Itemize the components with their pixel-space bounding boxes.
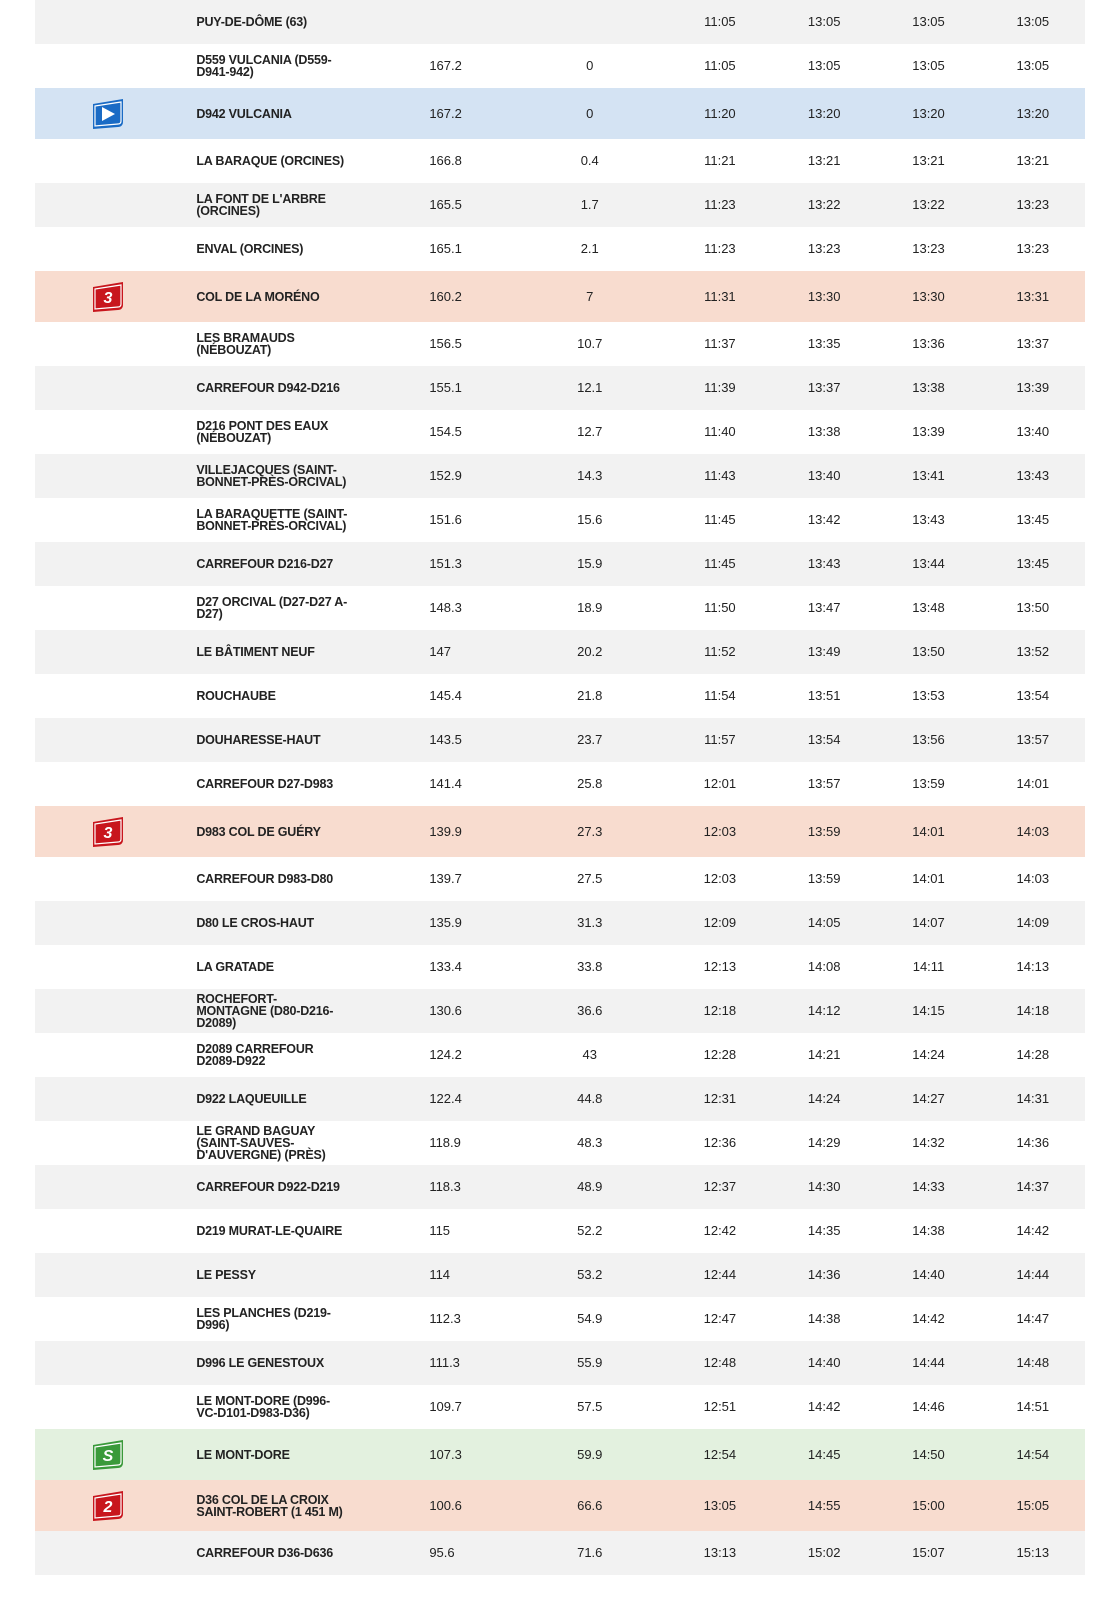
table-row	[35, 0, 1085, 44]
location-name: LA GRATADE	[196, 960, 274, 974]
km-done: 10.7	[577, 336, 603, 351]
location-name: ROUCHAUBE	[196, 689, 276, 703]
time-schedule-1: 11:21	[704, 153, 736, 168]
km-remaining: 109.7	[429, 1399, 462, 1414]
time-schedule-3: 13:30	[912, 288, 945, 304]
table-row	[35, 674, 1085, 718]
table-row	[35, 1077, 1085, 1121]
time-schedule-4: 14:36	[1016, 1135, 1050, 1150]
time-schedule-2: 13:35	[807, 336, 841, 351]
location-name: D216 PONT DES EAUX (NÉBOUZAT)	[196, 419, 329, 445]
location-name: LE BÂTIMENT NEUF	[196, 645, 315, 659]
location-name: D996 LE GENESTOUX	[196, 1356, 324, 1370]
km-done: 12.1	[577, 380, 603, 395]
time-schedule-2: 13:51	[807, 688, 841, 703]
time-schedule-1: 12:13	[703, 959, 737, 974]
time-schedule-3: 15:00	[912, 1497, 945, 1513]
km-done: 36.6	[577, 1003, 603, 1018]
time-schedule-3: 14:24	[912, 1047, 945, 1062]
time-schedule-3: 13:44	[912, 556, 945, 571]
table-row	[35, 806, 1085, 857]
km-done: 57.5	[577, 1399, 603, 1414]
location-name: D219 MURAT-LE-QUAIRE	[196, 1224, 343, 1238]
location-name: ROCHEFORT-MONTAGNE (D80-D216-D2089)	[196, 992, 334, 1030]
km-remaining: 95.6	[429, 1545, 455, 1560]
time-schedule-1: 12:37	[703, 1179, 737, 1194]
time-schedule-3: 13:50	[912, 644, 945, 659]
km-done: 0	[586, 58, 594, 73]
time-schedule-1: 11:23	[704, 197, 736, 212]
time-schedule-3: 14:40	[912, 1267, 945, 1282]
km-remaining: 100.6	[429, 1497, 462, 1513]
time-schedule-4: 13:20	[1016, 105, 1050, 121]
time-schedule-4: 13:57	[1016, 732, 1050, 747]
time-schedule-4: 14:28	[1016, 1047, 1050, 1062]
time-schedule-4: 14:03	[1016, 823, 1050, 839]
time-schedule-1: 11:23	[704, 241, 736, 256]
table-row	[35, 183, 1085, 227]
table-row	[35, 1253, 1085, 1297]
sprint-icon	[91, 1439, 125, 1471]
km-done: 33.8	[577, 959, 603, 974]
time-schedule-2: 13:54	[807, 732, 841, 747]
km-done: 66.6	[577, 1497, 603, 1513]
km-done: 20.2	[577, 644, 603, 659]
km-remaining: 167.2	[429, 58, 462, 73]
badge-label: 3	[103, 289, 113, 307]
km-remaining: 166.8	[429, 153, 462, 168]
time-schedule-3: 14:50	[912, 1446, 945, 1462]
time-schedule-2: 14:08	[807, 959, 841, 974]
location-name: LA FONT DE L'ARBRE (ORCINES)	[196, 192, 326, 218]
time-schedule-4: 13:45	[1016, 512, 1050, 527]
climb-cat-2-icon	[91, 1490, 125, 1522]
time-schedule-3: 13:36	[912, 336, 945, 351]
table-row	[35, 1341, 1085, 1385]
climb-cat-3-icon	[91, 281, 125, 313]
time-schedule-2: 13:57	[807, 776, 841, 791]
table-row	[35, 88, 1085, 139]
time-schedule-4: 13:23	[1016, 241, 1050, 256]
km-done: 18.9	[577, 600, 603, 615]
time-schedule-4: 14:42	[1016, 1223, 1050, 1238]
time-schedule-2: 14:36	[807, 1267, 841, 1282]
time-schedule-1: 11:05	[704, 14, 736, 29]
time-schedule-4: 13:21	[1016, 153, 1050, 168]
time-schedule-4: 15:13	[1016, 1545, 1050, 1560]
location-name: CARREFOUR D36-D636	[196, 1546, 334, 1560]
km-done: 71.6	[577, 1545, 603, 1560]
km-remaining: 152.9	[429, 468, 462, 483]
table-row	[35, 630, 1085, 674]
table-row	[35, 857, 1085, 901]
table-row	[35, 1531, 1085, 1575]
km-done: 12.7	[577, 424, 603, 439]
km-remaining: 107.3	[429, 1446, 462, 1462]
row-icon-cell	[35, 1490, 196, 1522]
time-schedule-3: 14:07	[912, 915, 945, 930]
table-row	[35, 1033, 1085, 1077]
table-row	[35, 454, 1085, 498]
time-schedule-2: 14:35	[807, 1223, 841, 1238]
location-name: LA BARAQUE (ORCINES)	[196, 154, 344, 168]
time-schedule-3: 14:27	[912, 1091, 945, 1106]
time-schedule-3: 14:33	[912, 1179, 945, 1194]
km-remaining: 139.7	[429, 871, 462, 886]
table-row	[35, 366, 1085, 410]
time-schedule-2: 13:40	[807, 468, 841, 483]
time-schedule-1: 11:39	[704, 380, 736, 395]
time-schedule-1: 11:57	[704, 732, 736, 747]
route-timetable	[35, 0, 1085, 1575]
location-name: D36 COL DE LA CROIX SAINT-ROBERT (1 451 M)	[196, 1492, 343, 1519]
start-flag-icon	[91, 98, 125, 130]
time-schedule-2: 14:24	[807, 1091, 841, 1106]
table-row	[35, 989, 1085, 1033]
time-schedule-3: 13:43	[912, 512, 945, 527]
badge-label: 3	[103, 824, 113, 842]
time-schedule-2: 13:49	[807, 644, 841, 659]
row-icon-cell	[35, 281, 196, 313]
km-remaining: 165.1	[429, 241, 462, 256]
time-schedule-3: 13:41	[912, 468, 945, 483]
km-done: 31.3	[577, 915, 603, 930]
table-row	[35, 1480, 1085, 1531]
location-name: PUY-DE-DÔME (63)	[196, 15, 308, 29]
km-done: 21.8	[577, 688, 603, 703]
time-schedule-4: 14:47	[1016, 1311, 1050, 1326]
time-schedule-2: 15:02	[807, 1545, 841, 1560]
time-schedule-3: 14:46	[912, 1399, 945, 1414]
time-schedule-1: 11:05	[704, 58, 736, 73]
time-schedule-3: 13:48	[912, 600, 945, 615]
time-schedule-2: 13:42	[807, 512, 841, 527]
km-done: 15.9	[577, 556, 603, 571]
time-schedule-2: 14:45	[807, 1446, 841, 1462]
table-row	[35, 410, 1085, 454]
time-schedule-4: 14:01	[1016, 776, 1050, 791]
km-remaining: 145.4	[429, 688, 462, 703]
table-row	[35, 1297, 1085, 1341]
km-done: 53.2	[577, 1267, 603, 1282]
km-remaining: 112.3	[429, 1311, 461, 1326]
km-remaining: 160.2	[429, 288, 462, 304]
table-row	[35, 1429, 1085, 1480]
location-name: D27 ORCIVAL (D27-D27 A-D27)	[196, 595, 348, 621]
km-done: 15.6	[577, 512, 603, 527]
km-done: 0.4	[580, 153, 599, 168]
time-schedule-3: 13:20	[912, 105, 945, 121]
time-schedule-1: 11:50	[704, 600, 736, 615]
km-done: 0	[586, 105, 594, 121]
km-done: 1.7	[580, 197, 599, 212]
time-schedule-2: 14:30	[807, 1179, 841, 1194]
location-name: D80 LE CROS-HAUT	[196, 916, 314, 930]
location-name: CARREFOUR D983-D80	[196, 872, 334, 886]
time-schedule-3: 13:59	[912, 776, 945, 791]
km-remaining: 151.3	[429, 556, 462, 571]
time-schedule-3: 13:56	[912, 732, 945, 747]
location-name: LA BARAQUETTE (SAINT-BONNET-PRÈS-ORCIVAL)	[196, 507, 348, 533]
time-schedule-4: 13:05	[1016, 14, 1050, 29]
location-name: COL DE LA MORÉNO	[196, 289, 320, 304]
table-row	[35, 542, 1085, 586]
km-remaining: 155.1	[429, 380, 462, 395]
location-name: DOUHARESSE-HAUT	[196, 733, 321, 747]
time-schedule-1: 12:31	[703, 1091, 737, 1106]
time-schedule-4: 14:44	[1016, 1267, 1050, 1282]
time-schedule-1: 12:18	[703, 1003, 737, 1018]
time-schedule-2: 13:05	[807, 14, 841, 29]
badge-label: S	[102, 1447, 114, 1465]
time-schedule-3: 13:05	[912, 58, 945, 73]
badge-label: 2	[103, 1498, 113, 1516]
time-schedule-3: 13:22	[912, 197, 945, 212]
time-schedule-2: 14:42	[807, 1399, 841, 1414]
table-row	[35, 1385, 1085, 1429]
km-remaining: 115	[429, 1223, 451, 1238]
time-schedule-2: 14:38	[807, 1311, 841, 1326]
time-schedule-4: 14:31	[1016, 1091, 1050, 1106]
location-name: D2089 CARREFOUR D2089-D922	[196, 1042, 314, 1068]
location-name: CARREFOUR D216-D27	[196, 557, 334, 571]
time-schedule-4: 13:05	[1016, 58, 1050, 73]
time-schedule-4: 14:13	[1016, 959, 1050, 974]
time-schedule-4: 13:39	[1016, 380, 1050, 395]
time-schedule-2: 13:20	[807, 105, 841, 121]
time-schedule-3: 13:53	[912, 688, 945, 703]
location-name: D559 VULCANIA (D559-D941-942)	[196, 53, 332, 79]
table-row	[35, 1121, 1085, 1165]
location-name: LES PLANCHES (D219-D996)	[196, 1306, 331, 1332]
km-remaining: 165.5	[429, 197, 462, 212]
km-remaining: 114	[429, 1267, 451, 1282]
time-schedule-2: 14:29	[807, 1135, 841, 1150]
time-schedule-1: 13:05	[703, 1497, 737, 1513]
time-schedule-1: 11:40	[704, 424, 736, 439]
time-schedule-4: 14:03	[1016, 871, 1050, 886]
location-name: CARREFOUR D922-D219	[196, 1180, 340, 1194]
time-schedule-3: 13:39	[912, 424, 945, 439]
time-schedule-1: 11:37	[704, 336, 736, 351]
time-schedule-2: 13:59	[807, 823, 841, 839]
time-schedule-2: 13:47	[807, 600, 841, 615]
row-icon-cell	[35, 1439, 196, 1471]
time-schedule-1: 11:45	[704, 556, 736, 571]
time-schedule-4: 13:43	[1016, 468, 1050, 483]
time-schedule-1: 11:31	[704, 288, 736, 304]
time-schedule-1: 12:03	[703, 871, 737, 886]
km-done: 44.8	[577, 1091, 603, 1106]
time-schedule-3: 13:05	[912, 14, 945, 29]
time-schedule-2: 13:21	[807, 153, 841, 168]
table-row	[35, 718, 1085, 762]
location-name: VILLEJACQUES (SAINT-BONNET-PRÈS-ORCIVAL)	[196, 463, 347, 489]
km-remaining: 167.2	[429, 105, 462, 121]
location-name: ENVAL (ORCINES)	[196, 242, 304, 256]
time-schedule-1: 11:54	[704, 688, 736, 703]
time-schedule-2: 13:59	[807, 871, 841, 886]
table-row	[35, 1165, 1085, 1209]
time-schedule-4: 14:37	[1016, 1179, 1050, 1194]
time-schedule-3: 13:21	[912, 153, 945, 168]
location-name: D983 COL DE GUÉRY	[196, 824, 321, 839]
time-schedule-2: 13:38	[807, 424, 841, 439]
km-done: 52.2	[577, 1223, 603, 1238]
time-schedule-3: 14:15	[912, 1003, 945, 1018]
time-schedule-4: 13:37	[1016, 336, 1050, 351]
table-row	[35, 322, 1085, 366]
time-schedule-2: 13:37	[807, 380, 841, 395]
time-schedule-1: 12:54	[703, 1446, 737, 1462]
km-remaining: 122.4	[429, 1091, 462, 1106]
location-name: LE PESSY	[196, 1268, 256, 1282]
time-schedule-1: 12:03	[703, 823, 737, 839]
time-schedule-2: 13:22	[807, 197, 841, 212]
time-schedule-3: 13:23	[912, 241, 945, 256]
time-schedule-1: 13:13	[703, 1545, 737, 1560]
table-row	[35, 498, 1085, 542]
table-row	[35, 271, 1085, 322]
table-row	[35, 139, 1085, 183]
time-schedule-3: 14:38	[912, 1223, 945, 1238]
km-remaining: 147	[429, 644, 452, 659]
km-done: 43	[582, 1047, 597, 1062]
km-done: 14.3	[577, 468, 603, 483]
km-done: 2.1	[580, 241, 599, 256]
time-schedule-2: 14:05	[807, 915, 841, 930]
km-remaining: 133.4	[429, 959, 462, 974]
time-schedule-4: 14:48	[1016, 1355, 1050, 1370]
km-done: 48.3	[577, 1135, 603, 1150]
table-row	[35, 762, 1085, 806]
time-schedule-4: 13:50	[1016, 600, 1050, 615]
time-schedule-4: 13:23	[1016, 197, 1050, 212]
time-schedule-2: 14:21	[807, 1047, 841, 1062]
table-row	[35, 586, 1085, 630]
time-schedule-1: 12:36	[703, 1135, 737, 1150]
location-name: LE MONT-DORE (D996-VC-D101-D983-D36)	[196, 1394, 331, 1420]
km-done: 27.5	[577, 871, 603, 886]
km-done: 27.3	[577, 823, 603, 839]
time-schedule-1: 11:20	[704, 105, 736, 121]
time-schedule-3: 14:01	[912, 823, 945, 839]
time-schedule-4: 14:54	[1016, 1446, 1050, 1462]
km-remaining: 154.5	[429, 424, 462, 439]
location-name: D922 LAQUEUILLE	[196, 1092, 307, 1106]
time-schedule-1: 12:28	[703, 1047, 737, 1062]
time-schedule-1: 11:45	[704, 512, 736, 527]
location-name: CARREFOUR D942-D216	[196, 381, 340, 395]
time-schedule-1: 11:43	[704, 468, 736, 483]
km-done: 59.9	[577, 1446, 603, 1462]
km-remaining: 151.6	[429, 512, 462, 527]
time-schedule-3: 14:01	[912, 871, 945, 886]
km-done: 54.9	[577, 1311, 603, 1326]
time-schedule-2: 13:30	[807, 288, 841, 304]
time-schedule-3: 13:38	[912, 380, 945, 395]
km-remaining: 156.5	[429, 336, 462, 351]
km-done: 23.7	[577, 732, 603, 747]
location-name: LE MONT-DORE	[196, 1447, 290, 1462]
time-schedule-3: 14:11	[912, 959, 945, 974]
location-name: LES BRAMAUDS (NÉBOUZAT)	[196, 331, 295, 357]
time-schedule-4: 15:05	[1016, 1497, 1050, 1513]
table-row	[35, 945, 1085, 989]
time-schedule-4: 13:45	[1016, 556, 1050, 571]
km-done: 55.9	[577, 1355, 603, 1370]
km-done: 7	[586, 288, 594, 304]
time-schedule-4: 14:51	[1016, 1399, 1050, 1414]
km-remaining: 124.2	[429, 1047, 462, 1062]
table-row	[35, 44, 1085, 88]
location-name: LE GRAND BAGUAY (SAINT-SAUVES-D'AUVERGNE) (PRÈS)	[196, 1124, 326, 1162]
time-schedule-4: 13:54	[1016, 688, 1050, 703]
km-remaining: 135.9	[429, 915, 462, 930]
time-schedule-2: 14:40	[807, 1355, 841, 1370]
table-row	[35, 1209, 1085, 1253]
km-remaining: 118.3	[429, 1179, 461, 1194]
time-schedule-1: 12:44	[703, 1267, 737, 1282]
time-schedule-1: 12:42	[703, 1223, 737, 1238]
time-schedule-2: 13:43	[807, 556, 841, 571]
km-remaining: 139.9	[429, 823, 462, 839]
time-schedule-4: 14:18	[1016, 1003, 1050, 1018]
time-schedule-1: 11:52	[704, 644, 736, 659]
climb-cat-3-icon	[91, 816, 125, 848]
table-row	[35, 227, 1085, 271]
row-icon-cell	[35, 98, 196, 130]
km-remaining: 118.9	[429, 1135, 461, 1150]
row-icon-cell	[35, 816, 196, 848]
time-schedule-4: 14:09	[1016, 915, 1050, 930]
location-name: D942 VULCANIA	[196, 106, 292, 121]
km-remaining: 130.6	[429, 1003, 462, 1018]
table-row	[35, 901, 1085, 945]
time-schedule-1: 12:51	[703, 1399, 737, 1414]
time-schedule-2: 14:55	[807, 1497, 841, 1513]
km-remaining: 148.3	[429, 600, 462, 615]
time-schedule-1: 12:47	[703, 1311, 737, 1326]
time-schedule-1: 12:48	[703, 1355, 737, 1370]
time-schedule-1: 12:01	[703, 776, 737, 791]
time-schedule-3: 14:32	[912, 1135, 945, 1150]
time-schedule-1: 12:09	[703, 915, 737, 930]
time-schedule-3: 15:07	[912, 1545, 945, 1560]
time-schedule-4: 13:52	[1016, 644, 1050, 659]
time-schedule-2: 13:23	[807, 241, 841, 256]
location-name: CARREFOUR D27-D983	[196, 777, 334, 791]
km-done: 25.8	[577, 776, 603, 791]
km-remaining: 143.5	[429, 732, 462, 747]
km-remaining: 141.4	[429, 776, 462, 791]
time-schedule-3: 14:42	[912, 1311, 945, 1326]
time-schedule-2: 13:05	[807, 58, 841, 73]
time-schedule-2: 14:12	[807, 1003, 841, 1018]
time-schedule-4: 13:40	[1016, 424, 1050, 439]
km-remaining: 111.3	[429, 1355, 460, 1370]
km-done: 48.9	[577, 1179, 603, 1194]
time-schedule-4: 13:31	[1016, 288, 1050, 304]
time-schedule-3: 14:44	[912, 1355, 945, 1370]
